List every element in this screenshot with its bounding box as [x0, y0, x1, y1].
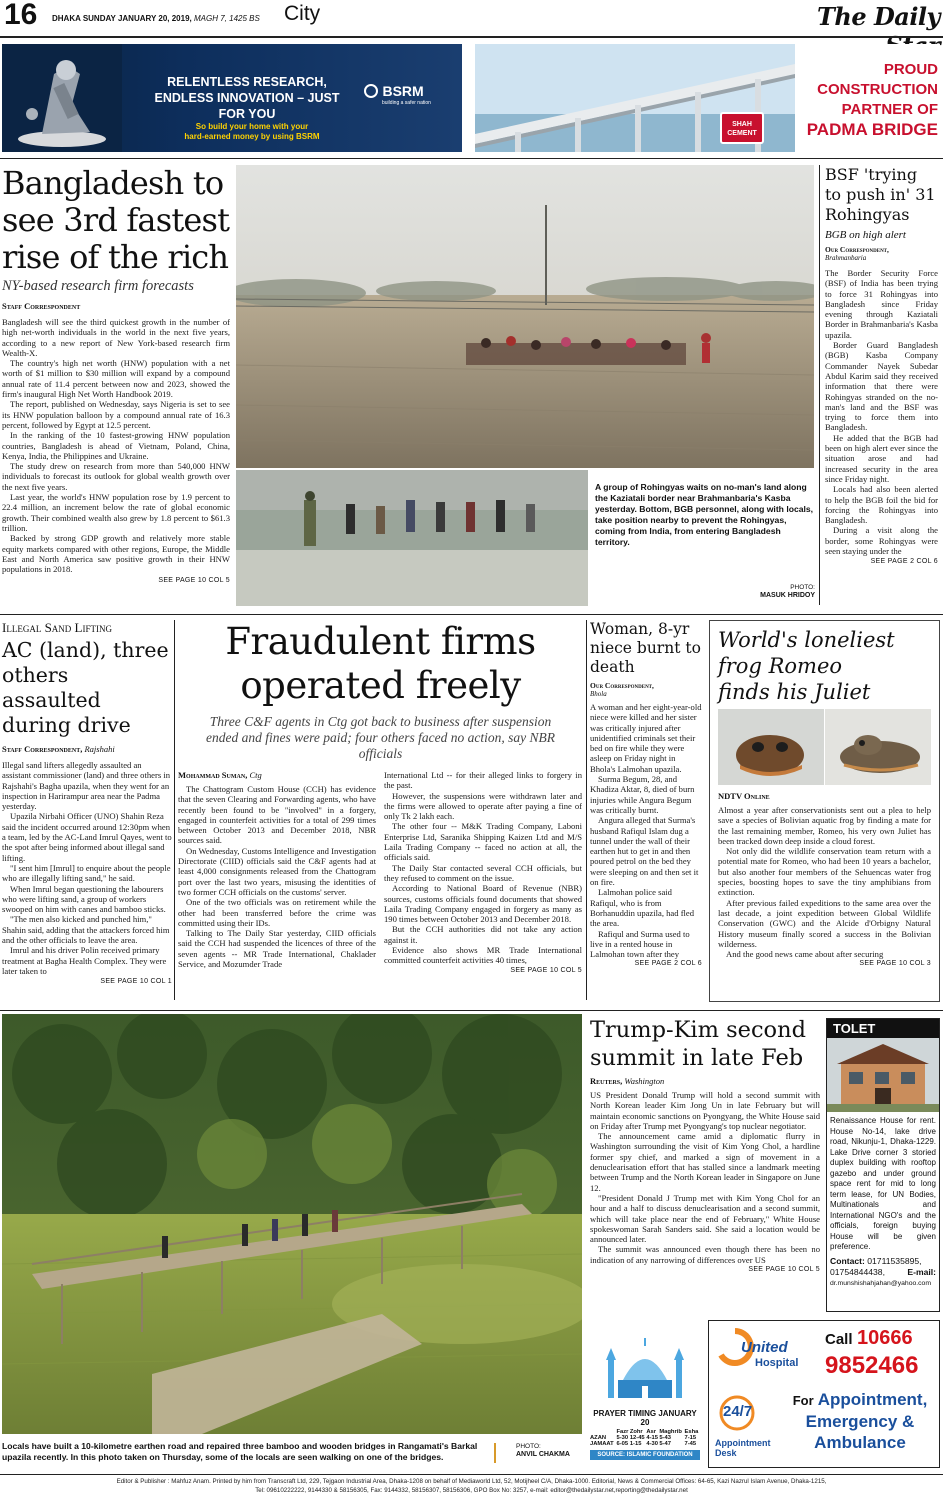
fraud-columns — [178, 770, 583, 974]
bridge-photo — [2, 1014, 582, 1434]
frog-see-page: SEE PAGE 10 COL 3 — [859, 960, 931, 968]
mid-rule — [0, 614, 943, 615]
hospital-line3: Ambulance — [814, 1433, 906, 1452]
frog-headline-line2: frog Romeo — [718, 654, 843, 678]
hospital-number2: 9852466 — [825, 1352, 919, 1379]
woman-p1: A woman and her eight-year-old niece were killed and her sister was critically injured after unidentified criminals set their bed on fire while they were asleep on Friday night in Bhola's Lalmohan upazila. — [590, 702, 702, 774]
bsf-p5: During a visit along the border, some Rohingyas were seen staying under the — [825, 525, 938, 557]
dateline-bs: MAGH 7, 1425 BS — [194, 14, 260, 23]
shah-logo — [720, 112, 764, 144]
trump-headline-line2: summit in late Feb — [590, 1045, 804, 1071]
bridge-photo-credit — [516, 1443, 570, 1459]
trump-headline-line1: Trump-Kim second — [590, 1017, 806, 1043]
woman-p5: Rafiqul and Surma used to live in a rented house in Lalmohan town after they — [590, 928, 690, 960]
prayer-title: PRAYER TIMING JANUARY 20 — [593, 1409, 697, 1427]
fraud-headline-line2: operated freely — [240, 664, 521, 707]
rich-byline: Staff Correspondent — [2, 301, 81, 311]
dateline — [52, 14, 260, 23]
woman-left-rule — [586, 620, 587, 1000]
rich-p2: The country's high net worth (HNW) population with a net worth of $1 million to $30 million will expand by a compound annual rate of 11.4 percent between now and 2023, showed the firm's inaugural High Net Worth Handbook 2019. — [2, 358, 230, 400]
prayer-r0c1: 5-30 — [616, 1435, 629, 1441]
hospital-for-label: For — [792, 1393, 814, 1408]
bsrm-ad — [2, 44, 462, 152]
frog-p4: And the good news came about after securing — [726, 949, 884, 960]
rich-p4: In the ranking of the 10 fastest-growing HNW population countries, Bangladesh is ahead of Vietnam, Poland, China, Kenya, India, the Philippines and Ukraine. — [2, 430, 230, 461]
bridge-caption-divider — [494, 1443, 496, 1463]
rich-see-page: SEE PAGE 10 COL 5 — [158, 577, 230, 585]
imprint-line2: Tel: 09610222222, 9144330 & 58156305, Fax: 9144332, 58156307, 58156306, GPO Box No: 3257, e-mail: editor@thedailystar.net,reporting@thedailystar.net — [255, 1487, 688, 1494]
prayer-r1c5: 7-45 — [684, 1441, 697, 1447]
fraud-left-rule — [174, 620, 175, 1000]
prayer-r0c3: 4-15 — [646, 1435, 658, 1441]
shah-slogan — [793, 60, 938, 140]
prayer-h4: Maghrib — [659, 1429, 682, 1435]
tolet-house-image — [827, 1038, 939, 1112]
sand-p5: "The men also kicked and punched him," Shahin said, adding that the attackers forced him and the other officials to leave the area. — [2, 914, 170, 946]
sand-story — [2, 620, 172, 1000]
fraud-col1 — [178, 770, 376, 974]
prayer-h2: Zohr — [629, 1429, 643, 1435]
prayer-r1c3: 4-30 — [646, 1441, 658, 1447]
bsf-p4: Locals had also been alerted to help the BGB foil the bid for forcing the Rohingyas into Bangladesh. — [825, 484, 938, 526]
fraud-c2-p3: The other four -- M&K Trading Company, Laboni Enterprise Ltd, Saranika Shipping Kaizen Ltd and M/S Laila Trading Company -- faced no action at all, the officials said. — [384, 821, 582, 863]
woman-headline: Woman, 8-yr niece burnt to death — [590, 620, 701, 676]
united-hospital-logo — [715, 1327, 819, 1383]
sand-see-page: SEE PAGE 10 COL 1 — [100, 978, 172, 986]
sand-p3: "I sent him [Imrul] to enquire about the people who are illegally lifting sand," he said. — [2, 862, 171, 884]
prayer-h1: Fazr — [616, 1429, 629, 1435]
prayer-h5: Esha — [684, 1429, 699, 1435]
bsf-left-rule — [819, 165, 820, 605]
trump-p4: The summit was announced even though there has been no indication of any narrowing of differences over US — [590, 1244, 820, 1265]
sand-headline: AC (land), three others assaulted during drive — [2, 638, 169, 737]
hospital-line2: Emergency & — [805, 1412, 915, 1431]
frog-p1: Almost a year after conservationists sent out a plea to help save a species of Bolivian aquatic frog by finding a mate for the last remaining member, Romeo, his very own Juliet has been tracked down deep inside a cloud forest. — [718, 805, 931, 846]
bsf-p2: Border Guard Bangladesh (BGB) Kasba Company Commander Nayek Subedar Abdul Karim said they received information that there were Rohingyas stranded on the no-man's land and the BSF was trying to force them into Bangladesh. — [825, 340, 938, 433]
woman-p4: Lalmohan police said Rafiqul, who is from Borhanuddin upazila, had fled the area. — [590, 887, 695, 929]
fraud-c2-p1: International Ltd -- for their alleged links to forgery in the past. — [384, 770, 582, 791]
rich-p1: Bangladesh will see the third quickest growth in the number of high net-worth individuals in the world in the next five years, according to a new report of New York-based research firm Wealth-X. — [2, 317, 230, 358]
trump-story — [590, 1016, 820, 1316]
desk-label1: Appointment — [715, 1438, 771, 1448]
prayer-h3: Asr — [646, 1429, 657, 1435]
hospital-number1: 10666 — [856, 1327, 913, 1349]
woman-see-page: SEE PAGE 2 COL 6 — [634, 960, 702, 968]
prayer-r1c1: 6-05 — [616, 1441, 629, 1447]
rohingya-photo-top — [236, 165, 814, 468]
fraud-c2-p2: However, the suspensions were withdrawn later and the firms were allowed to operate after paying a fine of only Tk 2 lakh each. — [384, 790, 582, 822]
frog-p3: After previous failed expeditions to the same area over the last decade, a joint expedition between Global Wildlife Conservation (GWC) and the Alcide d'Orbigny Natural History museum finally scored a success in the Bolivian wilderness. — [718, 897, 931, 949]
tolet-phone2: 01754844438, — [830, 1266, 885, 1277]
fraud-story — [178, 620, 583, 1000]
prayer-jamaat-row — [590, 1441, 700, 1447]
shah-line2: CONSTRUCTION — [817, 81, 938, 98]
shah-logo-line1: SHAH — [732, 121, 752, 128]
prayer-r1c0: JAMAAT — [590, 1441, 614, 1447]
trump-headline — [590, 1016, 820, 1072]
rohingya-caption: A group of Rohingyas waits on no-man's land along the Kaziatali border near Brahmanbaria's Kasba yesterday. Bottom, BGB personnel, along with locals, take position nearby to prevent the Rohingyas, coming from India, from entering Bangladesh territory. — [595, 482, 814, 547]
united-hospital-ad — [708, 1320, 940, 1468]
shah-line1: PROUD — [883, 61, 938, 78]
rohingya-field-image — [236, 165, 814, 468]
tolet-contact — [827, 1253, 939, 1289]
bsf-p1: The Border Security Force (BSF) of India has been trying to force 31 Rohingyas into Bangladesh since Friday evening through Kaziatali Border in Brahmanbaria's Kasba upazila. — [825, 268, 938, 340]
fraud-c1-p1: The Chattogram Custom House (CCH) has evidence that the seven Clearing and Forwarding agents, who have recently been found to be "involved" in a forgery, engaged in counterfeit activities for a total of 299 times between October 2013 and December 2018, NBR sources said. — [178, 784, 376, 846]
fraud-see-page: SEE PAGE 10 COL 5 — [510, 966, 582, 974]
bsrm-headline — [142, 74, 352, 122]
bsrm-line2: ENDLESS INNOVATION – JUST FOR YOU — [154, 91, 340, 121]
rich-p3: The report, published on Wednesday, says Nigeria is set to see its HNW population balloon by a compound annual rate of 16.3 percent, followed by Egypt at 12.5 percent. — [2, 399, 230, 430]
trump-byline — [590, 1076, 820, 1086]
prayer-r0c4: 5-43 — [659, 1435, 671, 1441]
prayer-r0c0: AZAN — [590, 1435, 607, 1441]
trump-p1: US President Donald Trump will hold a second summit with North Korean leader Kim Jong Un in late February but will maintain economic sanctions on Pyongyang, the White House said on Friday after Trump met Pyongyang's top nuclear negotiator. — [590, 1090, 820, 1131]
sand-p1: Illegal sand lifters allegedly assaulted an assistant commissioner (land) and three others in Rajshahi's Bagha upazila, when they went for an inspection in Harirampur area near the Padma yesterday. — [2, 760, 171, 812]
bsf-p3: He added that the BGB had been on high alert ever since the situation arose and had increased security in the area since Friday night. — [825, 432, 938, 484]
tolet-email: dr.munshishahjahan@yahoo.com — [830, 1279, 931, 1287]
fraud-byline-name: Mohammad Suman, — [178, 770, 248, 780]
bgb-personnel-image — [236, 470, 588, 606]
fraud-c2-p5: According to National Board of Revenue (NBR) sources, customs officials found documents that showed Laila Trading Company engaged in forgery as many as 190 times between October 2013 and December 2018. — [384, 883, 582, 925]
bridge-credit-label: PHOTO: — [516, 1443, 541, 1450]
sand-byline — [2, 744, 172, 754]
sand-p4: When Imrul began questioning the labourers who were lifting sand, a group of workers swooped on him with canes and bamboo sticks. — [2, 883, 166, 915]
rich-body — [2, 317, 230, 574]
bsrm-brand — [364, 82, 431, 106]
frog-image — [718, 709, 931, 785]
tolet-text: Renaissance House for rent. House No-14, lake drive road, Nikunju-1, Dhaka-1229. Lake Drive corner 3 storied duplex building with rooftop gazebo and under ground space rent for mid to long term lease, for UN Bodies, Multinationals and International NGO's and the officials, foreign buying House will be given preference. — [830, 1116, 936, 1251]
mosque-icon — [590, 1322, 700, 1402]
frog-headline-line3: finds his Juliet — [718, 680, 871, 704]
sand-body — [2, 760, 172, 976]
rich-p7: Backed by strong GDP growth and relatively more stable equity markets compared with other regions, Europe, the Middle East and North America saw positive growth in their HNW populations in 2018. — [2, 533, 230, 575]
shah-logo-line2: CEMENT — [727, 130, 757, 137]
shah-line3: PARTNER OF — [841, 101, 938, 118]
rohingya-photo-credit — [760, 584, 815, 600]
bsrm-tagline: building a safer nation — [382, 100, 431, 106]
tolet-title: TOLET — [827, 1019, 939, 1038]
rich-p5: The study drew on research from more than 540,000 HNW individuals to forecast its outlook for global wealth growth over the next five years. — [2, 461, 230, 492]
bsf-byline: Our Correspondent, — [825, 245, 889, 254]
woman-p2: Surma Begum, 28, and Khadiza Aktar, 8, died of burn injuries while Angura Begum was critically burnt. — [590, 774, 695, 815]
sand-p6: Imrul and his driver Polin received primary treatment at Bagha Health Complex. They were later taken to — [2, 945, 167, 976]
fraud-c2-p6: But the CCH authorities did not take any action against it. — [384, 924, 582, 945]
trump-p3: "President Donald J Trump met with Kim Yong Chol for an hour and a half to discuss denuclearisation and a second summit, which will take place near the end of February," White House spokeswoman Sarah Sanders said. She said a location would be announced later. — [590, 1192, 820, 1245]
fraud-c2-p4: The Daily Star contacted several CCH officials, but they refused to comment on the issue. — [384, 862, 582, 883]
fraud-subhead: Three C&F agents in Ctg got back to business after suspension ended and fines were paid; four others faced no action, say NBR officials — [206, 714, 555, 761]
hospital-line1: Appointment, — [817, 1390, 928, 1409]
microscope-graphic — [2, 44, 122, 152]
trump-body — [590, 1090, 820, 1265]
ads-rule — [0, 158, 943, 159]
bsrm-line1: RELENTLESS RESEARCH, — [167, 75, 327, 89]
bsrm-brand-name: BSRM — [382, 82, 424, 99]
fraud-headline-line1: Fraudulent firms — [225, 620, 536, 663]
rich-story — [2, 165, 230, 605]
rohingya-credit-label: PHOTO: — [790, 584, 815, 591]
fraud-byline — [178, 770, 376, 780]
fraud-col2-text — [384, 770, 582, 966]
prayer-r0c2: 12-45 — [629, 1435, 645, 1441]
trump-byline-place: Washington — [624, 1076, 665, 1086]
daily-star-logo: The Daily — [817, 2, 940, 31]
tolet-contact-label: Contact: — [830, 1255, 865, 1266]
bsrm-sub2: hard-earned money by using BSRM — [184, 132, 320, 141]
sand-byline-name: Staff Correspondent, — [2, 744, 83, 754]
fraud-headline — [178, 620, 583, 708]
imprint-line1: Editor & Publisher : Mahfuz Anam. Printed by him from Transcraft Ltd, 229, Tejgaon Industrial Area, Dhaka-1208 on behalf of Mediaworld Ltd, 52, Motijheel C/A, Dhaka-1000. Editorial, News & Commercial Offices: 64-65, Kazi Nazrul Islam Avenue, Dhaka-1215, — [116, 1478, 827, 1485]
tolet-ad — [826, 1018, 940, 1312]
rich-subhead: NY-based research firm forecasts — [2, 278, 194, 294]
united-brand1: United — [741, 1339, 788, 1356]
tolet-email-label: E-mail: — [907, 1266, 936, 1277]
bsf-headline: BSF 'trying to push in' 31 Rohingyas — [825, 165, 936, 224]
woman-story — [590, 620, 702, 1000]
united-brand2: Hospital — [755, 1357, 799, 1369]
shah-line4: PADMA BRIDGE — [806, 120, 938, 139]
appointment-desk — [715, 1393, 779, 1463]
bsf-subhead: BGB on high alert — [825, 229, 906, 241]
footer-rule — [0, 1474, 943, 1475]
prayer-source: SOURCE: ISLAMIC FOUNDATION — [590, 1450, 700, 1460]
frog-byline: NDTV Online — [718, 791, 770, 801]
sand-kicker: Illegal Sand Lifting — [2, 620, 112, 635]
prayer-timing-box — [590, 1322, 700, 1466]
bridge-caption: Locals have built a 10-kilometre earthen road and repaired three bamboo and wooden bridges in Rangamati's Barkal upazila recently. In this photo taken on Thursday, some of the locals are seen walking on one of the bridges. — [2, 1441, 478, 1462]
bsf-body — [825, 268, 938, 556]
woman-byline: Our Correspondent, — [590, 681, 654, 690]
hospital-call-label: Call — [825, 1331, 853, 1348]
shah-cement-ad — [475, 44, 940, 152]
bamboo-bridge-image — [2, 1014, 582, 1434]
sand-byline-place: Rajshahi — [84, 744, 115, 754]
fraud-c1-p3: One of the two officials was on retirement while the other had been transferred before the crime was committed using their IDs. — [178, 897, 376, 928]
prayer-r1c2: 1-15 — [629, 1441, 642, 1447]
rohingya-photo-bottom — [236, 470, 588, 606]
tolet-phone1: 01711535895, — [867, 1255, 922, 1266]
trump-see-page: SEE PAGE 10 COL 5 — [748, 1266, 820, 1274]
masthead-rule — [0, 36, 943, 38]
prayer-r1c4: 5-47 — [659, 1441, 671, 1447]
rich-headline: Bangladesh to see 3rd fastest rise of the rich — [2, 164, 230, 276]
frog-story — [709, 620, 940, 1002]
bsrm-logo-icon — [364, 84, 378, 98]
dateline-date: DHAKA SUNDAY JANUARY 20, 2019, — [52, 14, 192, 23]
bsrm-sub1: So build your home with your — [195, 122, 309, 131]
desk-label2: Desk — [715, 1448, 737, 1458]
rich-p6: Last year, the world's HNW population rose by 1.9 percent to 22.4 million, an increment below the rate of global economic growth. Their combined wealth also grew by 1.8 percent to $61.3 trillion. — [2, 492, 230, 533]
trump-byline-name: Reuters, — [590, 1076, 623, 1086]
fraud-c1-p4: Talking to The Daily Star yesterday, CIID officials said the CCH had suspended the licences of three of the seven agents -- MR Trade International, Chaklader Service, and Mozumder Trade — [178, 928, 376, 970]
woman-place: Bhola — [590, 690, 607, 698]
woman-body — [590, 702, 702, 959]
hospital-call-numbers — [825, 1327, 937, 1380]
frog-body — [718, 805, 931, 959]
fraud-col2 — [384, 770, 582, 974]
bsf-see-page: SEE PAGE 2 COL 6 — [870, 558, 938, 566]
desk-247: 24/7 — [723, 1403, 753, 1420]
fraud-col1-text — [178, 784, 376, 969]
lower-rule — [0, 1010, 943, 1011]
frog-headline-line1: World's loneliest — [718, 628, 895, 652]
frog-headline — [718, 627, 931, 705]
fraud-c2-p7: Evidence also shows MR Trade International committed counterfeit activities 40 times, — [384, 945, 582, 966]
fraud-byline-place: Ctg — [249, 770, 262, 780]
rohingya-photo-caption-box — [595, 470, 815, 606]
section-title: City — [284, 2, 321, 25]
trump-p2: The announcement came amid a diplomatic flurry in Washington surrounding the visit of Kim Yong Chol, a hardline former spy chief, and marked a sign of movement in a denuclearisation effort that has stalled since a landmark meeting between Trump and the North Korean leader in Singapore on June 12. — [590, 1131, 820, 1193]
fraud-c1-p2: On Wednesday, Customs Intelligence and Investigation Directorate (CIID) officials said the C&F agents had at least 4,000 consignments released from the Chattogram port over the last two years, misusing the identities of two former CCH officials on the customs' server. — [178, 845, 377, 897]
prayer-r0c5: 7-15 — [684, 1435, 697, 1441]
prayer-table — [590, 1429, 700, 1447]
sand-p2: Upazila Nirbahi Officer (UNO) Shahin Reza said the incident occurred around 12:30pm when a team, led by the AC-Land Imrul Qayes, went to the spot after being informed about illegal sand lifting. — [2, 811, 172, 863]
frog-photo — [718, 709, 931, 785]
imprint-footer — [0, 1477, 943, 1495]
bsf-place: Brahmanbaria — [825, 254, 867, 262]
frog-p2: Not only did the wildlife conservation team return with a potential mate for Romeo, who had been 10 years a bachelor, but also another four members of the Sehuencas water frog species, boosting hopes to save the tiny amphibians from extinction. — [718, 846, 931, 898]
bsf-story — [825, 165, 938, 605]
bridge-caption-box — [2, 1437, 582, 1473]
hospital-services — [783, 1389, 937, 1453]
page-number: 16 — [4, 0, 38, 31]
bsrm-subline — [152, 122, 352, 142]
woman-p3: Angura alleged that Surma's husband Rafiqul Islam dug a tunnel under the wall of their earthen hut to get in and then poured petrol on the bed they were sleeping on and then set it on fire. — [590, 815, 699, 888]
bridge-credit-name: ANVIL CHAKMA — [516, 1451, 570, 1458]
rohingya-credit-name: MASUK HRIDOY — [760, 592, 815, 599]
